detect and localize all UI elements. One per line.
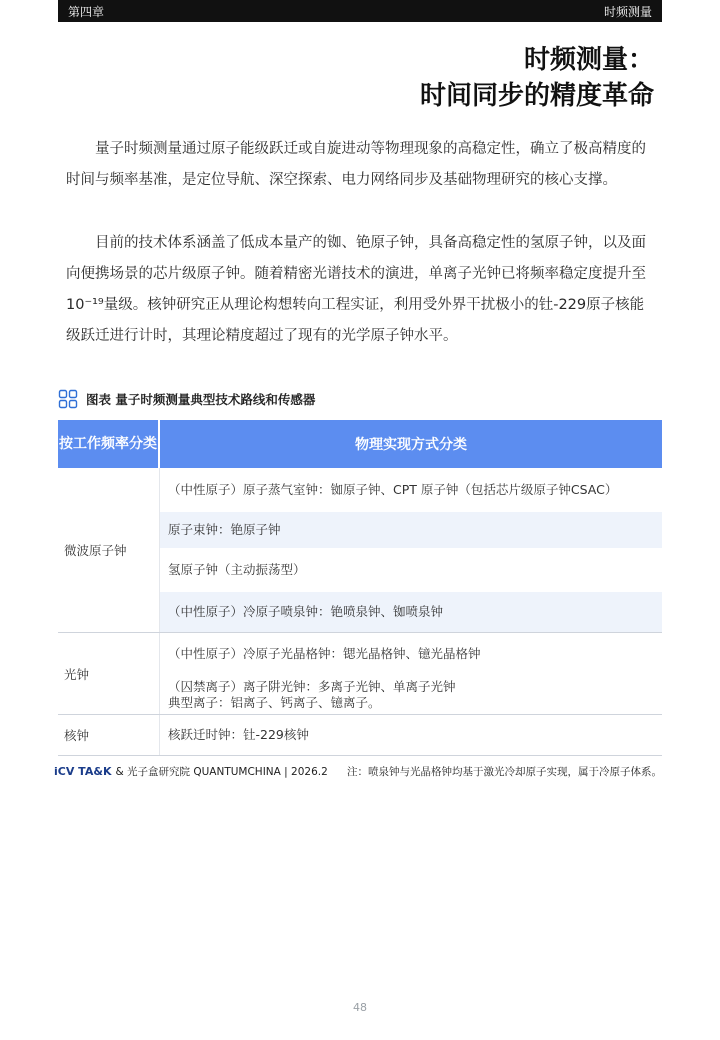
table-row: （中性原子）冷原子喷泉钟：铯喷泉钟、铷喷泉钟 [160,592,662,632]
figure-caption-text: 图表 量子时频测量典型技术路线和传感器 [86,392,316,407]
source-text: & 光子盒研究院 QUANTUMCHINA | 2026.2 [115,766,328,778]
source-credit [54,764,328,779]
table-row: 核跃迁时钟：钍-229核钟 [168,727,309,742]
header-frequency-category: 按工作频率分类 [58,420,160,468]
page-title [420,42,654,114]
row-line: （囚禁离子）离子阱光钟：多离子光钟、单离子光钟 [168,678,456,694]
table-note: 注：喷泉钟与光晶格钟均基于激光冷却原子实现，属于冷原子体系。 [347,766,662,778]
grid-icon [58,389,78,409]
icv-logo: iCV TA&K [54,765,112,778]
section-label: 时频测量 [603,4,652,19]
table-row [160,675,662,714]
group-microwave [58,468,662,633]
chapter-header-bar [58,0,662,22]
intro-paragraph: 量子时频测量通过原子能级跃迁或自旋进动等物理现象的高稳定性，确立了极高精度的时间与频率基准，是定位导航、深空探索、电力网络同步及基础物理研究的核心支撑。 [66,141,646,188]
page-number: 48 [353,1001,367,1014]
header-physical-realization: 物理实现方式分类 [355,437,467,453]
group-nuclear [58,715,662,756]
category-cell: 微波原子钟 [58,468,160,632]
row-line: 典型离子：铝离子、钙离子、镱离子。 [168,694,381,710]
table-row: 原子束钟：铯原子钟 [160,512,662,548]
title-line-2: 时间同步的精度革命 [419,81,654,111]
table-row: （中性原子）原子蒸气室钟：铷原子钟、CPT 原子钟（包括芯片级原子钟CSAC） [168,482,618,497]
technology-paragraph: 目前的技术体系涵盖了低成本量产的铷、铯原子钟，具备高稳定性的氢原子钟，以及面向便携场景的芯片级原子钟。随着精密光谱技术的演进，单离子光钟已将频率稳定度提升至10⁻¹⁹量级。核钟研究正从理论构想转向工程实证，利用受外界干扰极小的钍-229原子核能级跃迁进行计时，其理论精度超过了现有的光学原子钟水平。 [66,235,646,344]
figure-caption [58,387,315,411]
table-header [58,420,662,468]
category-cell: 光钟 [58,633,160,714]
clock-classification-table [58,420,662,756]
title-line-1: 时频测量： [523,45,654,75]
table-row: （中性原子）冷原子光晶格钟：锶光晶格钟、镱光晶格钟 [168,646,481,661]
group-optical [58,633,662,715]
table-row: 氢原子钟（主动振荡型） [168,562,306,577]
chapter-label: 第四章 [68,4,105,19]
category-cell: 核钟 [58,715,160,755]
